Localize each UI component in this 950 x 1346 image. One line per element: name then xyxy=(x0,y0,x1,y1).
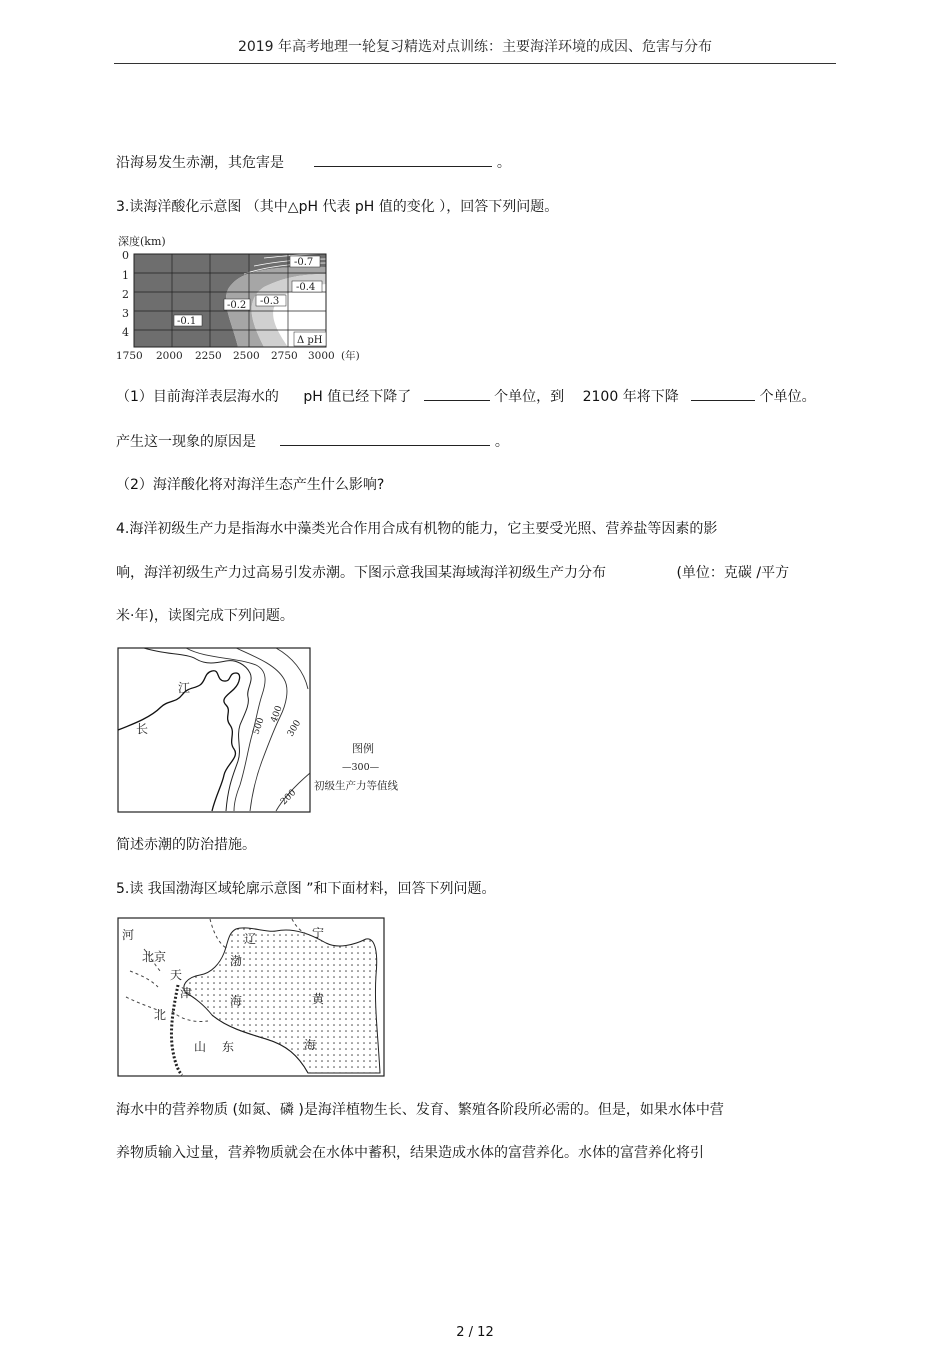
q4-text: (单位：克碳 /平方 xyxy=(676,565,790,581)
ph-yticks xyxy=(122,249,129,339)
map-label: 黄 xyxy=(312,992,325,1006)
q3-1-text: 个单位，到 xyxy=(494,389,565,405)
map-label: 辽 xyxy=(244,932,257,946)
q3-1-text: 个单位。 xyxy=(759,389,816,405)
question-5-material-line2: 养物质输入过量，营养物质就会在水体中蓄积，结果造成水体的富营养化。水体的富营养化将引 xyxy=(116,1145,704,1161)
xtick: 2750 xyxy=(271,350,298,362)
legend-title: 图例 xyxy=(352,742,374,755)
q3-1-text: （1）目前海洋表层海水的 xyxy=(116,389,279,405)
q3-1-text: pH 值已经下降了 xyxy=(303,389,412,405)
xtick: 2250 xyxy=(195,350,222,362)
xtick: 2500 xyxy=(233,350,260,362)
xtick: 3000 xyxy=(308,350,335,362)
question-3-2: （2）海洋酸化将对海洋生态产生什么影响? xyxy=(116,477,385,493)
q3-1-text: 产生这一现象的原因是 xyxy=(116,434,256,450)
river-char: 长 xyxy=(136,722,149,736)
question-3-1-cont xyxy=(116,431,509,452)
answer-blank[interactable] xyxy=(314,152,492,167)
q3-1-text: 2100 年将下降 xyxy=(582,389,679,405)
ph-label: -0.7 xyxy=(294,257,314,268)
map-label: 宁 xyxy=(312,926,325,940)
q4-text: 响，海洋初级生产力过高易引发赤潮。下图示意我国某海域海洋初级生产力分布 xyxy=(116,565,606,581)
p1-text: 沿海易发生赤潮，其危害是 xyxy=(116,155,284,171)
map-label: 北 xyxy=(154,1008,167,1022)
ytick: 1 xyxy=(122,269,129,282)
question-4-line1: 4.海洋初级生产力是指海水中藻类光合作用合成有机物的能力，它主要受光照、营养盐等因素的影 xyxy=(116,521,718,537)
productivity-map-figure xyxy=(116,645,421,815)
xunit: (年) xyxy=(341,350,360,362)
question-5-title: 5.读 我国渤海区域轮廓示意图 ”和下面材料，回答下列问题。 xyxy=(116,881,496,897)
header-divider xyxy=(114,63,836,64)
page-number: 2 / 12 xyxy=(456,1325,494,1340)
ytick: 0 xyxy=(122,249,129,262)
river-char: 江 xyxy=(178,681,191,695)
ph-label: -0.4 xyxy=(296,282,316,293)
map-label: 北京 xyxy=(142,950,167,964)
map-label: 津 xyxy=(180,986,193,1000)
map-label: 渤 xyxy=(230,954,243,968)
contour-label: 500 xyxy=(251,716,267,737)
map-label: 河 xyxy=(122,928,135,942)
p1-end: 。 xyxy=(496,155,511,171)
answer-blank[interactable] xyxy=(691,386,755,401)
map-label: 海 xyxy=(230,994,243,1008)
question-4-line3: 米·年)，读图完成下列问题。 xyxy=(116,608,294,624)
answer-blank[interactable] xyxy=(280,431,490,446)
xtick: 1750 xyxy=(116,350,143,362)
ph-label: -0.2 xyxy=(227,300,247,311)
map-label: 山 xyxy=(194,1040,207,1054)
ytick: 4 xyxy=(122,326,129,339)
question-4-prompt: 简述赤潮的防治措施。 xyxy=(116,837,256,853)
ph-label: -0.1 xyxy=(177,316,197,327)
ph-ylabel: 深度(km) xyxy=(118,235,166,248)
ph-label: -0.3 xyxy=(260,296,280,307)
q3-1-text: 。 xyxy=(494,434,509,450)
map-label: 东 xyxy=(222,1040,235,1054)
contour-label: 300 xyxy=(285,718,304,739)
contour-label: 400 xyxy=(269,704,285,725)
contour-label: 200 xyxy=(279,787,299,808)
bohai-map-figure xyxy=(116,915,388,1080)
ytick: 2 xyxy=(122,288,129,301)
ph-legend: Δ pH xyxy=(297,335,323,346)
ytick: 3 xyxy=(122,307,129,320)
legend-text: 初级生产力等值线 xyxy=(314,780,398,792)
question-5-material-line1: 海水中的营养物质 (如氮、磷 )是海洋植物生长、发育、繁殖各阶段所必需的。但是，如果水体中营 xyxy=(116,1102,724,1118)
xtick: 2000 xyxy=(156,350,183,362)
map-label: 天 xyxy=(170,968,183,982)
page-header: 2019 年高考地理一轮复习精选对点训练：主要海洋环境的成因、危害与分布 xyxy=(237,39,713,55)
answer-blank[interactable] xyxy=(424,386,490,401)
question-3-1 xyxy=(116,386,816,407)
ocean-acidification-figure xyxy=(114,232,374,366)
ph-xticks xyxy=(116,349,360,362)
question-3-title: 3.读海洋酸化示意图 （其中△pH 代表 pH 值的变化 ），回答下列问题。 xyxy=(116,199,559,215)
question-4-line2 xyxy=(116,563,789,583)
map-label: 海 xyxy=(304,1038,317,1052)
legend-sample: —300— xyxy=(342,762,380,773)
paragraph-1 xyxy=(116,152,511,173)
